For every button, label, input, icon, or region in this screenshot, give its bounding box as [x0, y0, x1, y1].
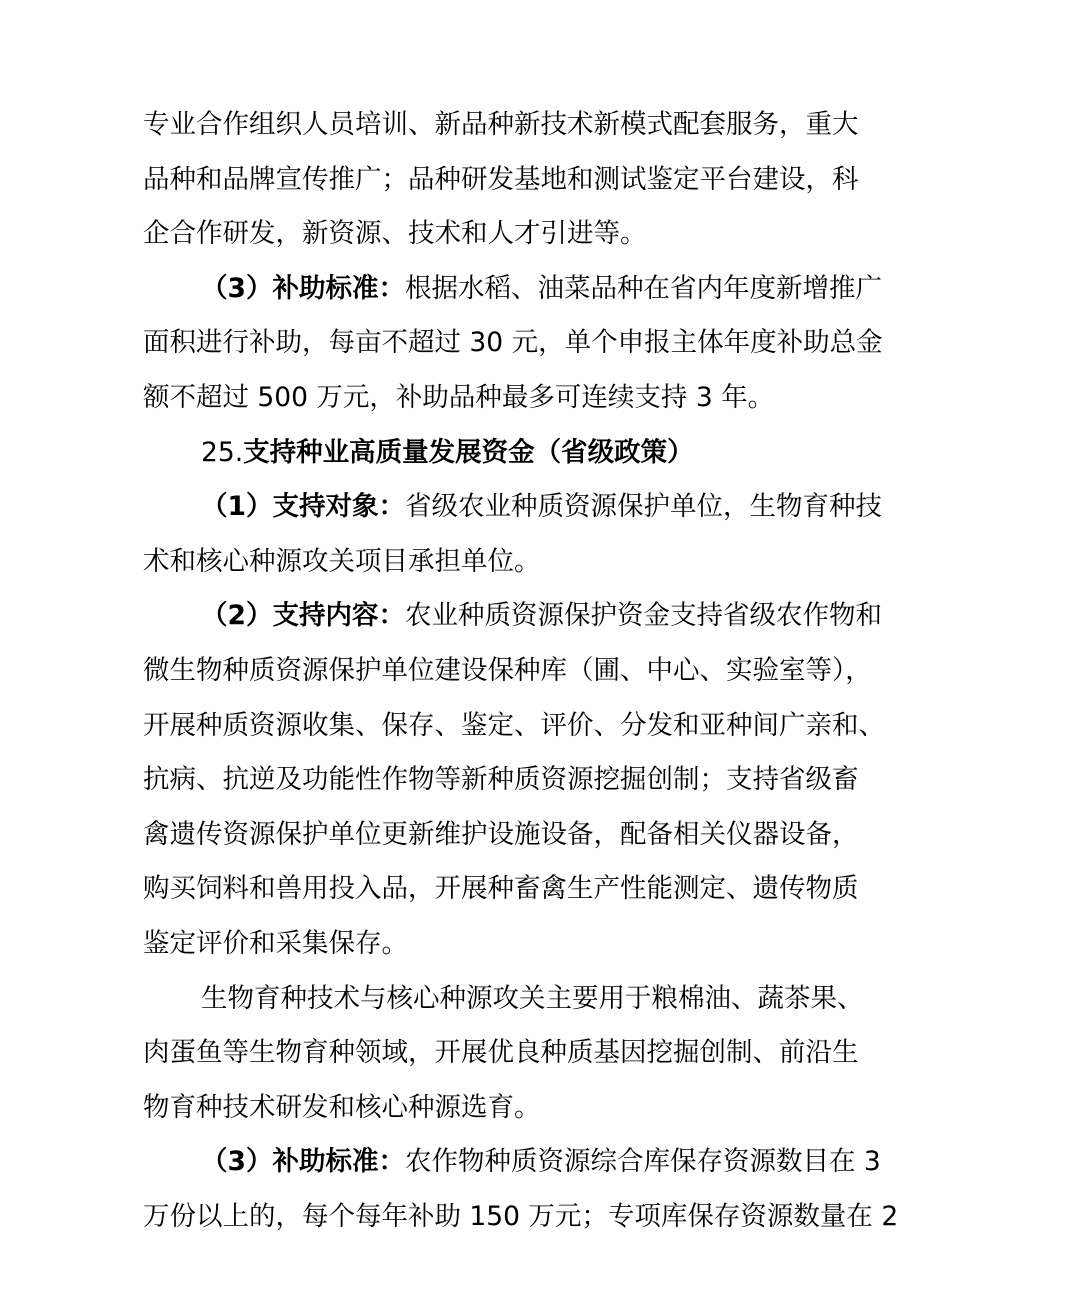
- item-support-content: [143, 589, 943, 644]
- item-text: 农作物种质资源综合库保存资源数目在 3: [404, 1146, 881, 1178]
- item-label: （1）支持对象：: [201, 491, 405, 523]
- document-page: [143, 98, 943, 1244]
- text-line: 万份以上的，每个每年补助 150 万元；专项库保存资源数量在 2: [143, 1200, 899, 1232]
- text-line: 术和核心种源攻关项目承担单位。: [143, 545, 541, 577]
- item-label: （2）支持内容：: [201, 600, 405, 632]
- text-line: 购买饲料和兽用投入品，开展种畜禽生产性能测定、遗传物质: [143, 873, 859, 905]
- text-line: 面积进行补助，每亩不超过 30 元，单个申报主体年度补助总金: [143, 327, 883, 359]
- text-line: 微生物种质资源保护单位建设保种库（圃、中心、实验室等），: [143, 654, 872, 686]
- text-line: 额不超过 500 万元，补助品种最多可连续支持 3 年。: [143, 381, 775, 413]
- text-line: 物育种技术研发和核心种源选育。: [143, 1091, 541, 1123]
- item-text: 农业种质资源保护资金支持省级农作物和: [404, 600, 882, 632]
- section-title: 支持种业高质量发展资金（省级政策）: [243, 436, 694, 468]
- item-text: 根据水稻、油菜品种在省内年度新增推广: [404, 272, 882, 304]
- text-line: 肉蛋鱼等生物育种领域，开展优良种质基因挖掘创制、前沿生: [143, 1037, 859, 1069]
- text-line: 抗病、抗逆及功能性作物等新种质资源挖掘创制；支持省级畜: [143, 764, 859, 796]
- text-line: 品种和品牌宣传推广；品种研发基地和测试鉴定平台建设，科: [143, 163, 859, 195]
- section-heading: [143, 426, 943, 481]
- item-subsidy-standard: [143, 1135, 943, 1190]
- text-line: 企合作研发，新资源、技术和人才引进等。: [143, 218, 647, 250]
- section-number: 25.: [201, 436, 244, 468]
- text-line: 专业合作组织人员培训、新品种新技术新模式配套服务，重大: [143, 109, 859, 140]
- item-subsidy-standard: [143, 262, 943, 317]
- item-text: 省级农业种质资源保护单位，生物育种技: [404, 491, 882, 523]
- text-line: 禽遗传资源保护单位更新维护设施设备，配备相关仪器设备，: [143, 818, 859, 850]
- item-label: （3）补助标准：: [201, 1146, 405, 1178]
- text-line: 开展种质资源收集、保存、鉴定、评价、分发和亚种间广亲和、: [143, 709, 885, 741]
- item-label: （3）补助标准：: [201, 272, 405, 304]
- paragraph-first-line: 生物育种技术与核心种源攻关主要用于粮棉油、蔬茶果、: [201, 982, 864, 1014]
- item-support-targets: [143, 480, 943, 535]
- text-line: 鉴定评价和采集保存。: [143, 927, 408, 959]
